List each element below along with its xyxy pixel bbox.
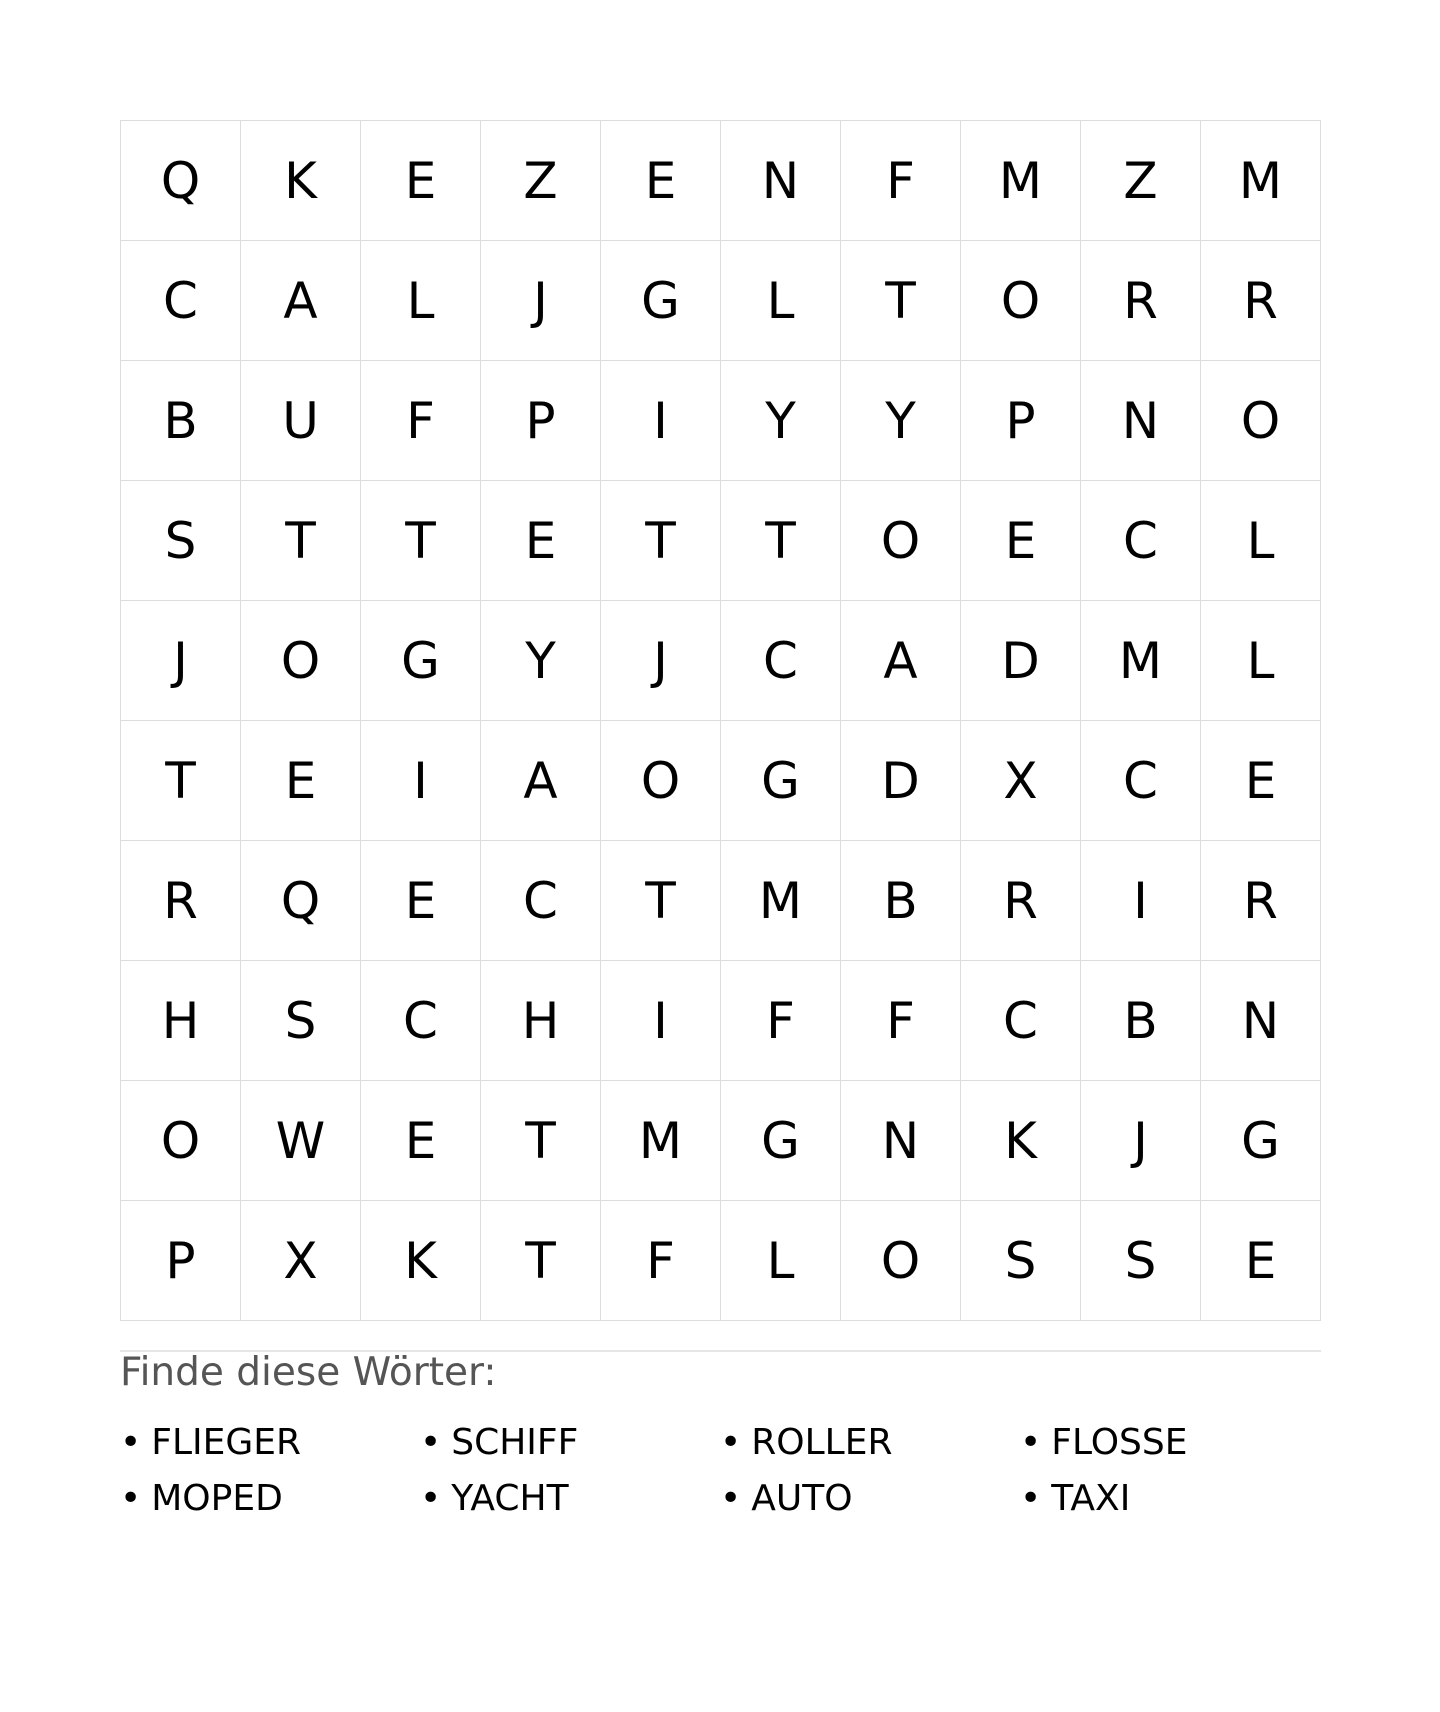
grid-cell[interactable]: R	[961, 841, 1081, 961]
grid-cell[interactable]: G	[721, 1081, 841, 1201]
grid-cell[interactable]: J	[1081, 1081, 1201, 1201]
grid-cell[interactable]: I	[601, 361, 721, 481]
word-list	[120, 1415, 1321, 1527]
word-label: MOPED	[151, 1478, 283, 1519]
grid-cell[interactable]: P	[481, 361, 601, 481]
grid-cell[interactable]: B	[841, 841, 961, 961]
grid-cell[interactable]: N	[841, 1081, 961, 1201]
bullet-icon: •	[420, 1422, 442, 1463]
grid-cell[interactable]: N	[721, 121, 841, 241]
grid-cell[interactable]: T	[361, 481, 481, 601]
bullet-icon: •	[720, 1478, 742, 1519]
grid-cell[interactable]: C	[361, 961, 481, 1081]
grid-cell[interactable]: M	[961, 121, 1081, 241]
grid-cell[interactable]: S	[961, 1201, 1081, 1321]
grid-cell[interactable]: T	[121, 721, 241, 841]
grid-cell[interactable]: G	[601, 241, 721, 361]
grid-cell[interactable]: Y	[841, 361, 961, 481]
grid-cell[interactable]: Y	[481, 601, 601, 721]
grid-cell[interactable]: F	[841, 121, 961, 241]
grid-cell[interactable]: A	[481, 721, 601, 841]
grid-cell[interactable]: T	[601, 841, 721, 961]
grid-cell[interactable]: O	[121, 1081, 241, 1201]
grid-cell[interactable]: R	[1201, 241, 1321, 361]
grid-cell[interactable]: H	[121, 961, 241, 1081]
word-list-item	[720, 1471, 1020, 1527]
grid-cell[interactable]: Q	[121, 121, 241, 241]
grid-cell[interactable]: L	[1201, 601, 1321, 721]
grid-cell[interactable]: J	[601, 601, 721, 721]
grid-cell[interactable]: S	[1081, 1201, 1201, 1321]
grid-cell[interactable]: N	[1081, 361, 1201, 481]
grid-cell[interactable]: J	[121, 601, 241, 721]
grid-cell[interactable]: T	[481, 1081, 601, 1201]
grid-cell[interactable]: X	[241, 1201, 361, 1321]
grid-cell[interactable]: Q	[241, 841, 361, 961]
word-label: AUTO	[751, 1478, 853, 1519]
grid-cell[interactable]: O	[241, 601, 361, 721]
grid-cell[interactable]: F	[721, 961, 841, 1081]
bullet-icon: •	[1020, 1478, 1042, 1519]
grid-cell[interactable]: E	[481, 481, 601, 601]
grid-cell[interactable]: X	[961, 721, 1081, 841]
grid-cell[interactable]: M	[1201, 121, 1321, 241]
grid-cell[interactable]: L	[1201, 481, 1321, 601]
word-list-heading: Finde diese Wörter:	[120, 1350, 497, 1395]
grid-cell[interactable]: Y	[721, 361, 841, 481]
grid-cell[interactable]: O	[601, 721, 721, 841]
word-label: TAXI	[1051, 1478, 1131, 1519]
word-list-item	[420, 1415, 720, 1471]
grid-cell[interactable]: C	[1081, 721, 1201, 841]
grid-cell[interactable]: E	[601, 121, 721, 241]
word-list-item	[120, 1471, 420, 1527]
grid-cell[interactable]: M	[721, 841, 841, 961]
grid-cell[interactable]: A	[841, 601, 961, 721]
grid-cell[interactable]: R	[1081, 241, 1201, 361]
grid-cell[interactable]: K	[961, 1081, 1081, 1201]
grid-cell[interactable]: I	[361, 721, 481, 841]
grid-cell[interactable]: F	[361, 361, 481, 481]
grid-cell[interactable]: P	[121, 1201, 241, 1321]
grid-cell[interactable]: C	[1081, 481, 1201, 601]
grid-cell[interactable]: R	[1201, 841, 1321, 961]
grid-cell[interactable]: G	[1201, 1081, 1321, 1201]
grid-cell[interactable]: O	[961, 241, 1081, 361]
grid-cell[interactable]: T	[601, 481, 721, 601]
grid-cell[interactable]: Z	[481, 121, 601, 241]
word-label: ROLLER	[751, 1422, 893, 1463]
grid-cell[interactable]: E	[361, 841, 481, 961]
grid-cell[interactable]: J	[481, 241, 601, 361]
grid-cell[interactable]: O	[841, 1201, 961, 1321]
grid-cell[interactable]: H	[481, 961, 601, 1081]
bullet-icon: •	[420, 1478, 442, 1519]
grid-cell[interactable]: L	[721, 241, 841, 361]
grid-cell[interactable]: T	[841, 241, 961, 361]
word-label: YACHT	[451, 1478, 569, 1519]
grid-cell[interactable]: M	[1081, 601, 1201, 721]
grid-cell[interactable]: T	[481, 1201, 601, 1321]
grid-cell[interactable]: O	[841, 481, 961, 601]
grid-cell[interactable]: K	[241, 121, 361, 241]
grid-cell[interactable]: E	[1201, 721, 1321, 841]
word-label: SCHIFF	[451, 1422, 579, 1463]
word-list-item	[720, 1415, 1020, 1471]
grid-cell[interactable]: P	[961, 361, 1081, 481]
grid-cell[interactable]: S	[241, 961, 361, 1081]
grid-cell[interactable]: R	[121, 841, 241, 961]
grid-cell[interactable]: E	[241, 721, 361, 841]
grid-cell[interactable]: W	[241, 1081, 361, 1201]
word-list-item	[420, 1471, 720, 1527]
bullet-icon: •	[120, 1422, 142, 1463]
grid-cell[interactable]: D	[961, 601, 1081, 721]
grid-cell[interactable]: T	[241, 481, 361, 601]
grid-cell[interactable]: F	[841, 961, 961, 1081]
grid-cell[interactable]: L	[721, 1201, 841, 1321]
grid-cell[interactable]: E	[1201, 1201, 1321, 1321]
bullet-icon: •	[720, 1422, 742, 1463]
grid-cell[interactable]: U	[241, 361, 361, 481]
grid-cell[interactable]: G	[721, 721, 841, 841]
grid-cell[interactable]: E	[961, 481, 1081, 601]
bullet-icon: •	[1020, 1422, 1042, 1463]
word-label: FLOSSE	[1051, 1422, 1188, 1463]
grid-cell[interactable]: G	[361, 601, 481, 721]
word-label: FLIEGER	[151, 1422, 302, 1463]
word-list-item	[1020, 1471, 1320, 1527]
grid-cell[interactable]: C	[961, 961, 1081, 1081]
grid-cell[interactable]: C	[721, 601, 841, 721]
grid-cell[interactable]: E	[361, 1081, 481, 1201]
grid-cell[interactable]: O	[1201, 361, 1321, 481]
grid-cell[interactable]: S	[121, 481, 241, 601]
grid-cell[interactable]: B	[1081, 961, 1201, 1081]
grid-cell[interactable]: Z	[1081, 121, 1201, 241]
grid-cell[interactable]: E	[361, 121, 481, 241]
grid-cell[interactable]: L	[361, 241, 481, 361]
word-list-item	[120, 1415, 420, 1471]
grid-cell[interactable]: M	[601, 1081, 721, 1201]
grid-cell[interactable]: I	[1081, 841, 1201, 961]
grid-cell[interactable]: B	[121, 361, 241, 481]
bullet-icon: •	[120, 1478, 142, 1519]
grid-cell[interactable]: C	[121, 241, 241, 361]
grid-cell[interactable]: I	[601, 961, 721, 1081]
grid-cell[interactable]: T	[721, 481, 841, 601]
grid-cell[interactable]: N	[1201, 961, 1321, 1081]
grid-cell[interactable]: D	[841, 721, 961, 841]
word-list-item	[1020, 1415, 1320, 1471]
grid-cell[interactable]: F	[601, 1201, 721, 1321]
grid-cell[interactable]: C	[481, 841, 601, 961]
grid-cell[interactable]: K	[361, 1201, 481, 1321]
grid-cell[interactable]: A	[241, 241, 361, 361]
letter-grid	[120, 120, 1321, 1321]
